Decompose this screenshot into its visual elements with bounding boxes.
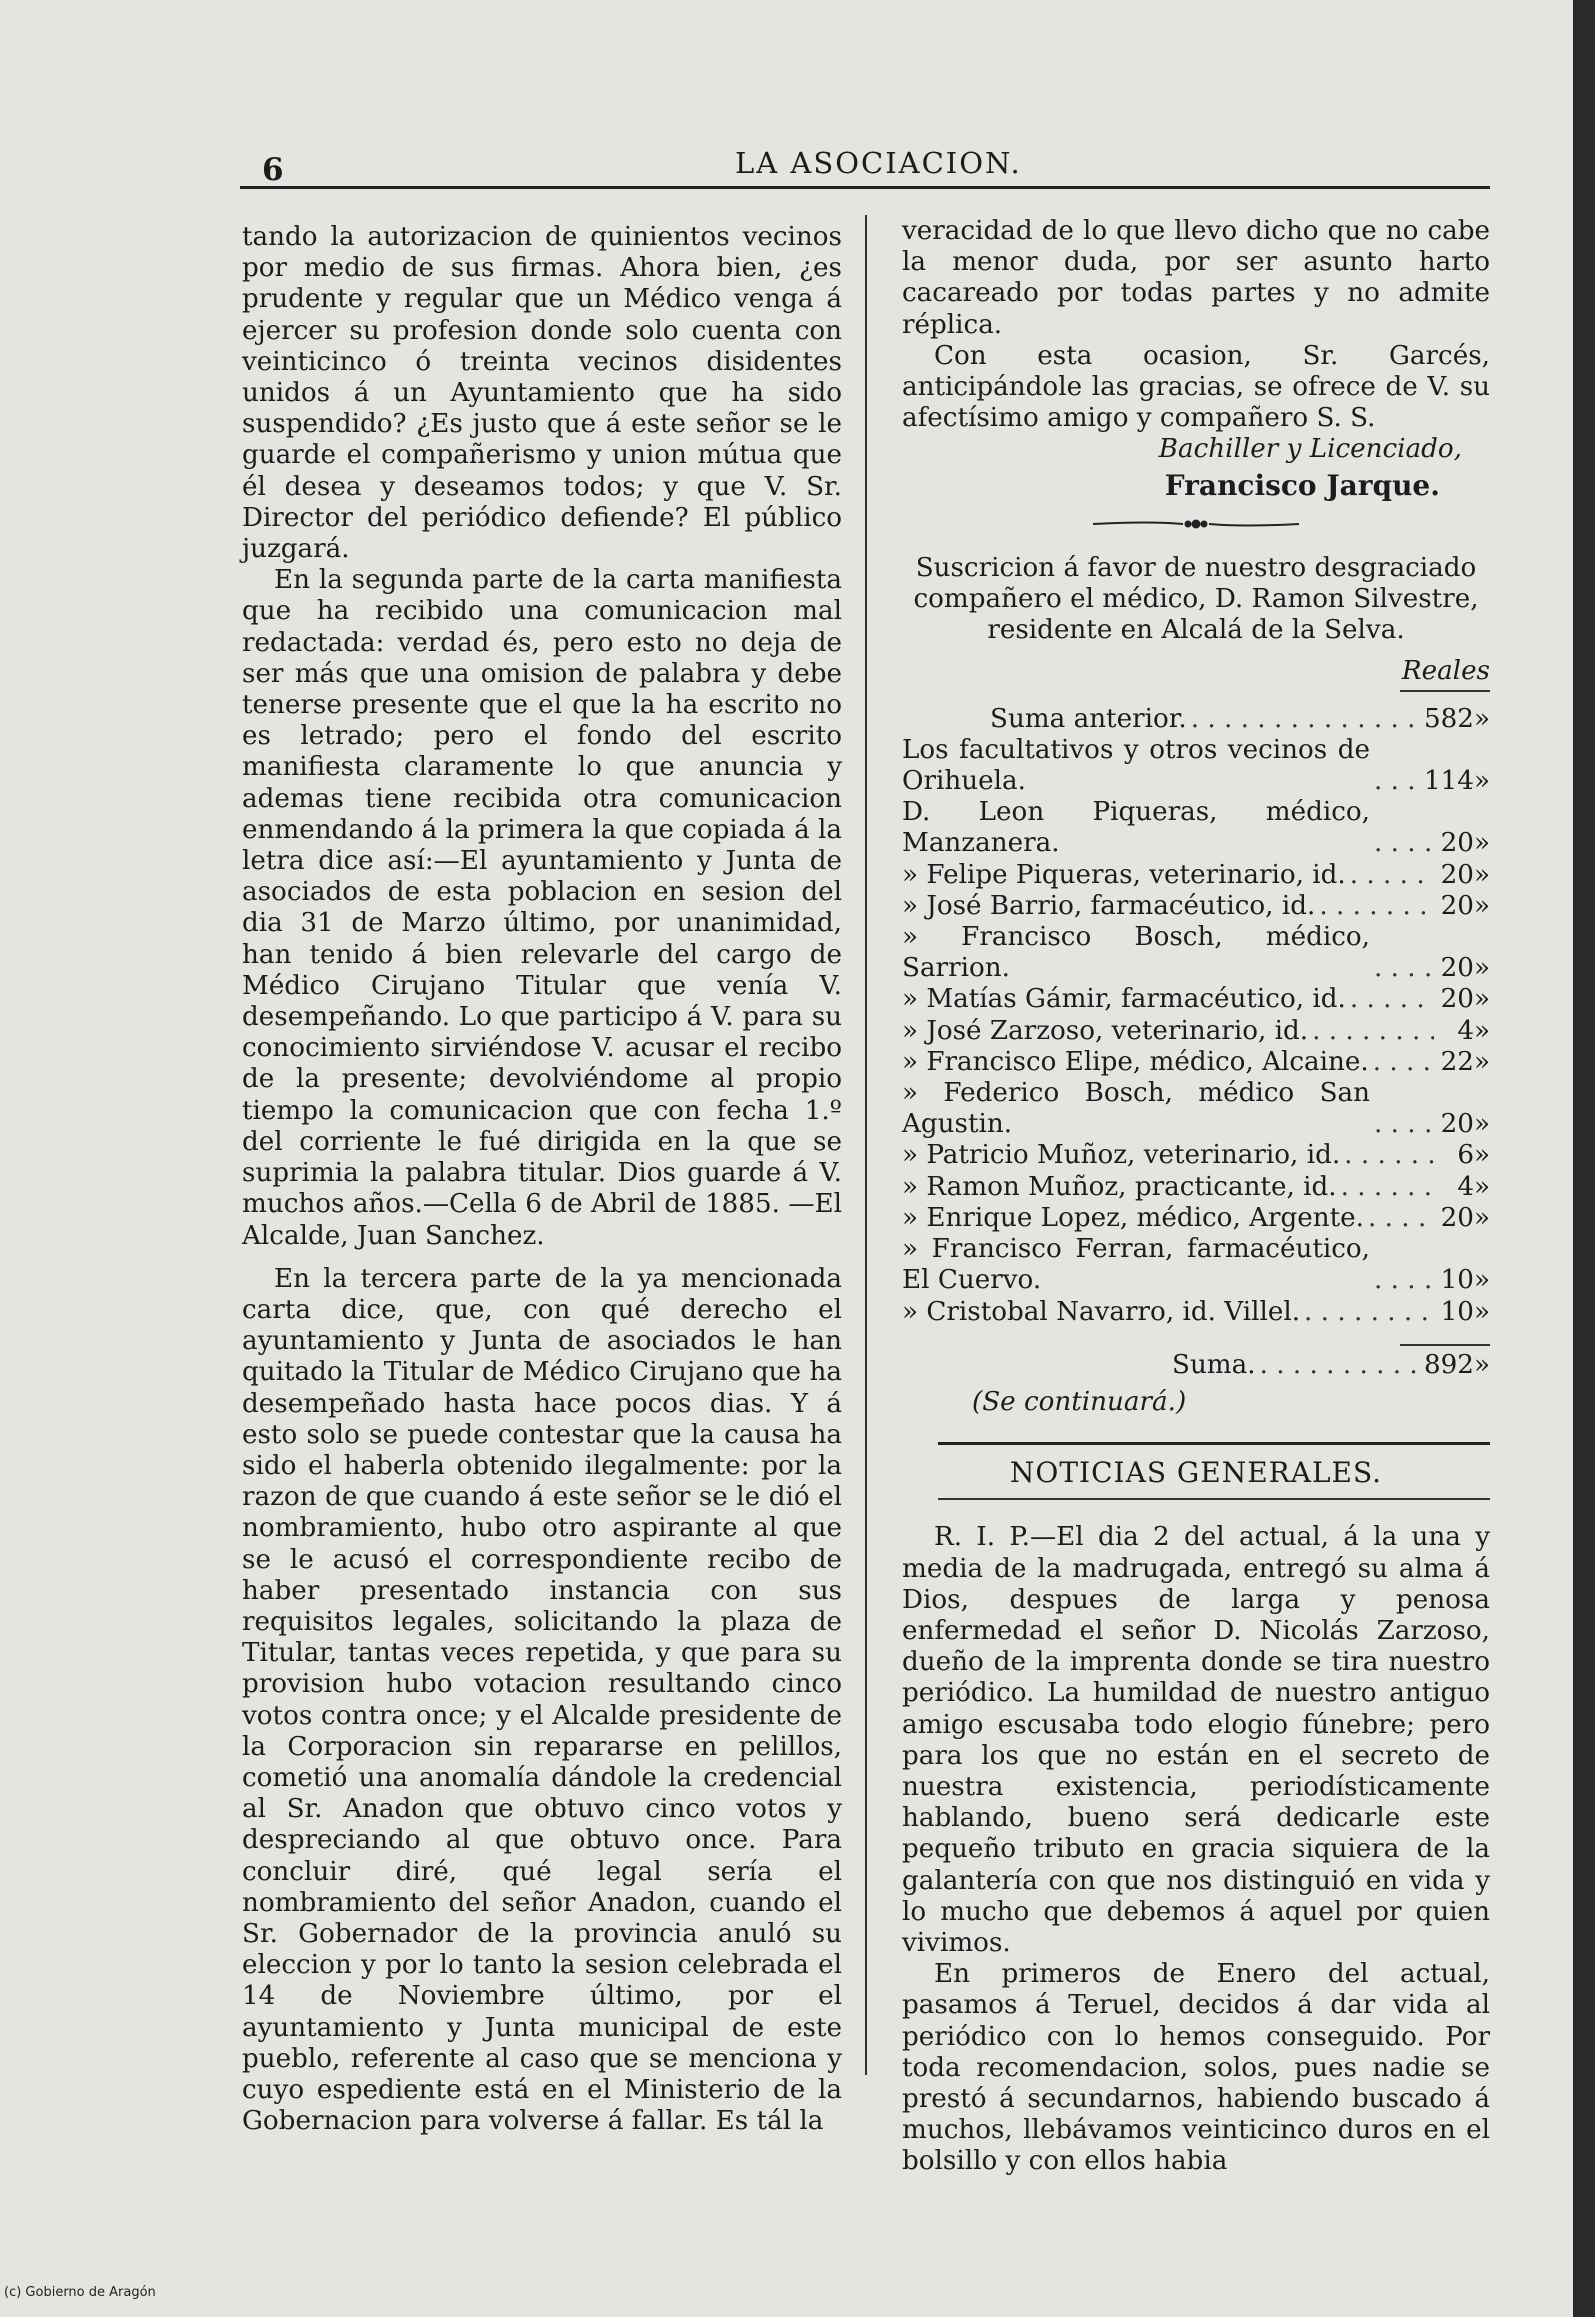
leader-dots [1369, 1047, 1434, 1078]
ledger-row [902, 1047, 1490, 1078]
ledger-amount: 6» [1457, 1140, 1490, 1171]
ledger-contributor: » José Barrio, farmacéutico, id. [902, 890, 1316, 921]
section-title: NOTICIAS GENERALES. [1009, 1456, 1383, 1490]
continued-note: (Se continuará.) [972, 1386, 1187, 1417]
ledger-amount: 10» [1440, 1265, 1490, 1296]
ledger-amount: 22» [1440, 1046, 1490, 1077]
ledger-contributor: » José Zarzoso, veterinario, id. [902, 1015, 1309, 1046]
letter-farewell-paragraph: Con esta ocasion, Sr. Garcés, anticipándole las gracias, se ofrece de V. su afectísimo amigo y compañero S. S. [902, 340, 1490, 434]
leader-dots [1300, 1297, 1434, 1328]
header-rule [240, 186, 1490, 189]
ledger-row [902, 1016, 1490, 1047]
ledger-row [902, 1078, 1490, 1140]
leader-dots [1187, 704, 1424, 735]
section-rule-bottom [938, 1498, 1490, 1500]
ledger-amount: 20» [1440, 984, 1490, 1015]
ledger-row [902, 860, 1490, 891]
leader-dots [1346, 984, 1434, 1015]
total-rule [1400, 1344, 1490, 1346]
leader-dots [1337, 1172, 1434, 1203]
section-rule-top [938, 1442, 1490, 1445]
ledger-total [902, 1350, 1490, 1381]
subscription-title: Suscricion á favor de nuestro desgraciado compañero el médico, D. Ramon Silvestre, residente en Alcalá de la Selva. [913, 552, 1479, 646]
ledger-amount: 582» [1423, 703, 1490, 734]
leader-dots [1370, 828, 1434, 859]
ledger-row [902, 1203, 1490, 1234]
ledger-amount: 20» [1440, 859, 1490, 890]
ledger-contributor: » Enrique Lopez, médico, Argente. [902, 1202, 1364, 1233]
ledger-contributor: D. Leon Piqueras, médico, Manzanera. [902, 797, 1370, 859]
ledger-amount: 20» [1440, 890, 1490, 921]
right-column [902, 216, 1490, 2178]
signature-role: Bachiller y Licenciado, [1158, 434, 1462, 465]
ledger-row [902, 797, 1490, 859]
news-item: En primeros de Enero del actual, pasamos á Teruel, decidos á dar vida al periódico con lo hemos conseguido. Por toda recomendacion, solos, pues nadie se prestó á secundarnos, habiendo buscado á muchos, llebávamos veinticinco duros en el bolsillo y con ellos habia [902, 1959, 1490, 2177]
currency-label: Reales [1401, 656, 1490, 687]
column-divider [865, 215, 867, 2075]
leader-dots [1315, 891, 1434, 922]
leader-dots [1370, 766, 1424, 797]
letter-closing-paragraph: veracidad de lo que llevo dicho que no cabe la menor duda, por ser asunto harto cacareado por todas partes y no admite réplica. [902, 216, 1490, 340]
total-label: Suma. [1172, 1349, 1256, 1380]
ledger-amount: 4» [1457, 1171, 1490, 1202]
running-title: LA ASOCIACION. [735, 146, 1022, 180]
ledger-contributor: » Matías Gámir, farmacéutico, id. [902, 984, 1346, 1015]
ledger-row [902, 735, 1490, 797]
scan-edge [1573, 0, 1595, 2317]
ledger-amount: 114» [1423, 766, 1490, 797]
copyright-credit: (c) Gobierno de Aragón [4, 2285, 156, 2300]
paragraph: tando la autorizacion de quinientos vecinos por medio de sus firmas. Ahora bien, ¿es prudente y regular que un Médico venga á ejercer su profesion donde solo cuenta con veinticinco ó treinta vecinos disidentes unidos á un Ayuntamiento que ha sido suspendido? ¿Es justo que á este señor se le guarde el compañerismo y union mútua que él desea y deseamos todos; y que V. Sr. Director del periódico defiende? El público juzgará. [242, 222, 842, 565]
leader-dots [1370, 1109, 1434, 1140]
ledger-contributor: Los facultativos y otros vecinos de Orihuela. [902, 734, 1370, 797]
ledger-contributor: » Patricio Muñoz, veterinario, id. [902, 1140, 1341, 1171]
ledger-contributor: » Francisco Ferran, farmacéutico, El Cuervo. [902, 1234, 1370, 1296]
page-number: 6 [262, 152, 284, 188]
ledger-total-row [902, 1350, 1490, 1381]
ledger-contributor: » Federico Bosch, médico San Agustin. [902, 1078, 1370, 1140]
paragraph: En la tercera parte de la ya mencionada carta dice, que, con qué derecho el ayuntamiento y Junta de asociados le han quitado la Titular de Médico Cirujano que ha desempeñado hasta hace pocos dias. Y á esto solo se puede contestar que la causa ha sido el haberla obtenido ilegalmente: por la razon de que cuando á este señor se le dió el nombramiento, hubo otro aspirante al que se le acusó el correspondiente recibo de haber presentado instancia con sus requisitos legales, solicitando la plaza de Titular, tantas veces repetida, y que para su provision hubo votacion resultando cinco votos contra once; y el Alcalde presidente de la Corporacion sin repararse en pelillos, cometió una anomalía dándole la credencial al Sr. Anadon que obtuvo cinco votos y despreciando al que obtuvo once. Para concluir diré, qué legal sería el nombramiento del señor Anadon, cuando el Sr. Gobernador de la provincia anuló su eleccion y por lo tanto la sesion celebrada el 14 de Noviembre último, por el ayuntamiento y Junta municipal de este pueblo, referente al caso que se menciona y cuyo espediente está en el Ministerio de la Gobernacion para volverse á fallar. Es tál la [242, 1263, 842, 2137]
ledger-contributor: Suma anterior. [990, 703, 1187, 734]
ledger-row [902, 1234, 1490, 1296]
ledger-contributor: » Cristobal Navarro, id. Villel. [902, 1296, 1301, 1327]
ledger-row [902, 891, 1490, 922]
ledger-amount: 20» [1440, 828, 1490, 859]
ledger-row [902, 704, 1490, 735]
ledger-contributor: » Francisco Elipe, médico, Alcaine. [902, 1046, 1369, 1077]
ledger-row [902, 1140, 1490, 1171]
ledger-contributor: » Felipe Piqueras, veterinario, id. [902, 859, 1346, 890]
leader-dots [1364, 1203, 1434, 1234]
paragraph: En la segunda parte de la carta manifiesta que ha recibido una comunicacion mal redactada: verdad és, pero esto no deja de ser más que una omision de palabra y debe tenerse presente que el que la ha escrito no es letrado; pero el fondo del escrito manifiesta claramente lo que anuncia y ademas tiene recibida otra comunicacion enmendando á la primera la que copiada á la letra dice así:—El ayuntamiento y Junta de asociados de esta poblacion en sesion del dia 31 de Marzo último, por unanimidad, han tenido á bien relevarle del cargo de Médico Cirujano Titular que venía V. desempeñando. Lo que participo á V. para su conocimiento sirviéndose V. acusar el recibo de la presente; devolviéndome al propio tiempo la comunicacion que con fecha 1.º del corriente le fué dirigida en la que se suprimia la palabra titular. Dios guarde á V. muchos años.—Cella 6 de Abril de 1885. —El Alcalde, Juan Sanchez. [242, 565, 842, 1251]
leader-dots [1340, 1140, 1434, 1171]
ledger-amount: 20» [1440, 953, 1490, 984]
leader-dots [1346, 860, 1434, 891]
leader-dots [1370, 1265, 1434, 1296]
subscription-ledger [902, 704, 1490, 1328]
ledger-row [902, 1172, 1490, 1203]
ledger-amount: 20» [1440, 1202, 1490, 1233]
ledger-row [902, 1297, 1490, 1328]
ledger-amount: 4» [1457, 1015, 1490, 1046]
currency-rule [1400, 690, 1490, 692]
total-amount: 892» [1423, 1349, 1490, 1380]
leader-dots [1308, 1016, 1434, 1047]
ornament-divider-icon [1091, 517, 1301, 531]
news-item: R. I. P.—El dia 2 del actual, á la una y media de la madrugada, entregó su alma á Dios, despues de larga y penosa enfermedad el señor D. Nicolás Zarzoso, dueño de la imprenta donde se tira nuestro periódico. La humildad de nuestro antiguo amigo escusaba todo elogio fúnebre; pero para los que no están en el secreto de nuestra existencia, periodísticamente hablando, bueno será dedicarle este pequeño tributo en gracia siquiera de la galantería con que nos distinguió en vida y lo mucho que debemos á aquel por quien vivimos. [902, 1522, 1490, 1958]
left-column [242, 222, 842, 2137]
leader-dots [1370, 953, 1434, 984]
signature [902, 434, 1490, 500]
ledger-row [902, 922, 1490, 984]
ledger-amount: 20» [1440, 1109, 1490, 1140]
signature-name: Francisco Jarque. [1164, 468, 1440, 502]
ledger-row [902, 984, 1490, 1015]
ledger-amount: 10» [1440, 1296, 1490, 1327]
ledger-contributor: » Ramon Muñoz, practicante, id. [902, 1171, 1337, 1202]
ledger-contributor: » Francisco Bosch, médico, Sarrion. [902, 922, 1370, 984]
leader-dots [1256, 1350, 1424, 1381]
